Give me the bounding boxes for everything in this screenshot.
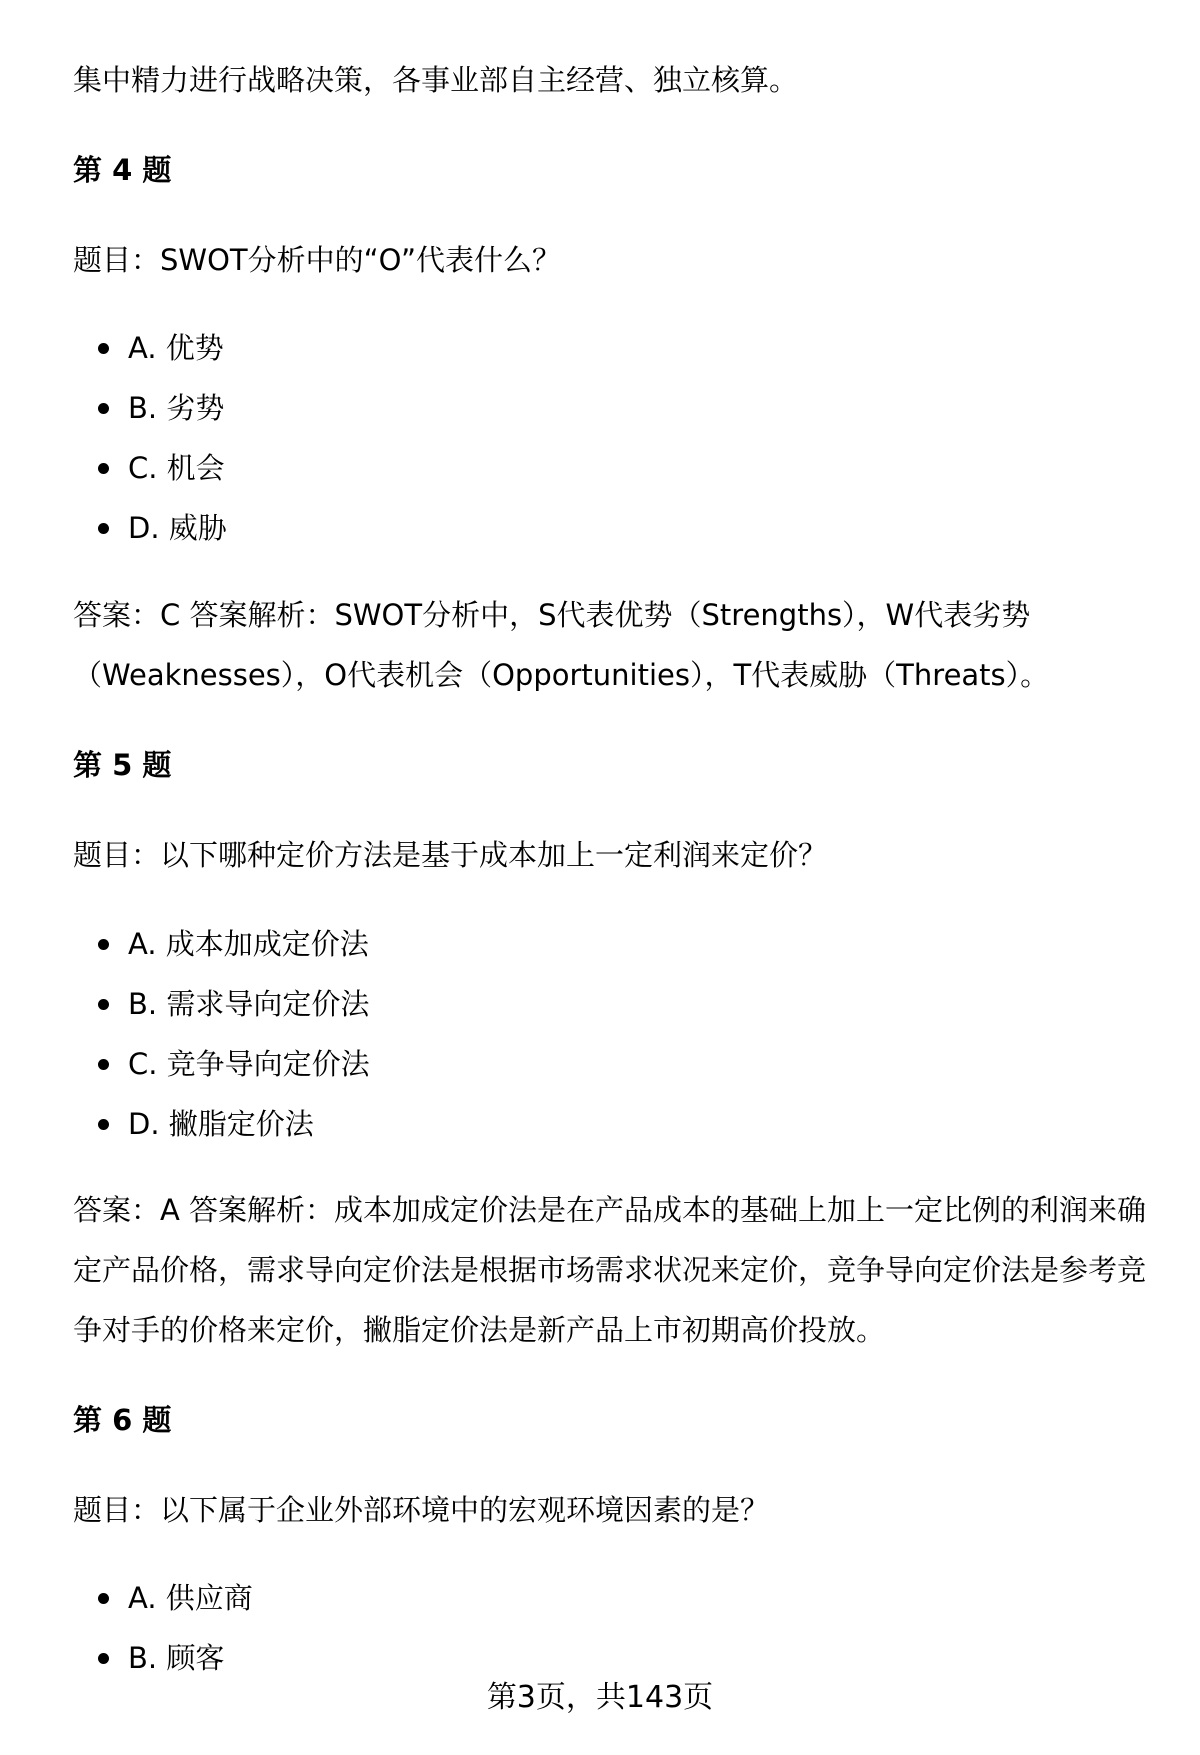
question-5-heading: 第 5 题 [73,748,172,782]
question-5-answer: 答案：A 答案解析：成本加成定价法是在产品成本的基础上加上一定比例的利润来确定产品价格，需求导向定价法是根据市场需求状况来定价，竞争导向定价法是参考竞争对手的价格来定价，撇脂定价法是新产品上市初期高价投放。 [73,1193,1147,1347]
bullet-icon [98,403,109,414]
bullet-icon [98,463,109,474]
question-4-options [73,318,227,558]
option-item: A. 成本加成定价法 [73,914,370,974]
option-item: A. 优势 [73,318,227,378]
intro-text: 集中精力进行战略决策，各事业部自主经营、独立核算。 [73,63,799,97]
bullet-icon [98,1059,109,1070]
question-4-answer: 答案：C 答案解析：SWOT分析中，S代表优势（Strengths），W代表劣势（Weaknesses），O代表机会（Opportunities），T代表威胁（Threats）。 [73,598,1050,692]
option-item: B. 需求导向定价法 [73,974,370,1034]
option-item: D. 威胁 [73,498,227,558]
option-item: B. 劣势 [73,378,227,438]
option-item: B. 顾客 [73,1628,253,1688]
document-page [73,0,1153,1755]
option-item: C. 竞争导向定价法 [73,1034,370,1094]
question-5-options [73,914,370,1154]
option-item: A. 供应商 [73,1568,253,1628]
question-6-options [73,1568,253,1688]
bullet-icon [98,1119,109,1130]
question-6-text: 题目：以下属于企业外部环境中的宏观环境因素的是？ [73,1493,770,1527]
option-item: C. 机会 [73,438,227,498]
bullet-icon [98,343,109,354]
bullet-icon [98,1593,109,1604]
option-item: D. 撇脂定价法 [73,1094,370,1154]
question-4-text: 题目：SWOT分析中的“O”代表什么？ [73,243,561,277]
bullet-icon [98,999,109,1010]
question-5-text: 题目：以下哪种定价方法是基于成本加上一定利润来定价？ [73,838,828,872]
bullet-icon [98,1653,109,1664]
page-number-footer: 第3页，共143页 [486,1680,714,1715]
question-6-heading: 第 6 题 [73,1403,172,1437]
bullet-icon [98,523,109,534]
question-4-heading: 第 4 题 [73,153,172,187]
bullet-icon [98,939,109,950]
